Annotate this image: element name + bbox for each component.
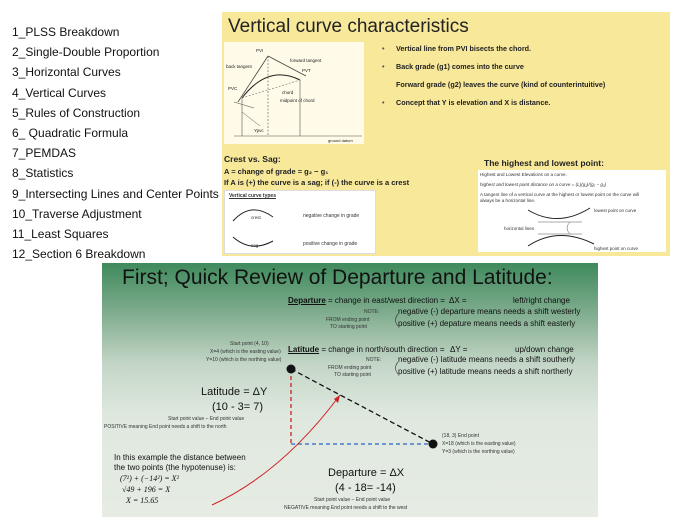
crest-label: crest	[251, 215, 261, 220]
ypvc-label: Ypvc	[254, 128, 264, 133]
list-item: 2_Single-Double Proportion	[12, 45, 160, 60]
departure-word: Departure	[288, 296, 326, 305]
latitude-direction: up/down change	[515, 345, 574, 354]
hl-line: always be a horizontal line.	[480, 198, 536, 203]
equation-2: √49 + 196 = X	[122, 485, 171, 494]
end-point-marker	[429, 440, 438, 449]
crest-sag-heading: Crest vs. Sag:	[224, 154, 281, 164]
latitude-calc: (10 - 3= 7)	[212, 401, 264, 413]
slide-title: Vertical curve characteristics	[228, 16, 469, 37]
high-low-box	[478, 170, 666, 252]
from-ending-label: FROM ending point	[328, 365, 372, 371]
sag-desc: positive change in grade	[303, 241, 358, 247]
departure-negative-note: negative (-) departure means needs a shift westerly	[398, 307, 581, 316]
departure-direction: left/right change	[513, 296, 570, 305]
latitude-symbol: ΔY =	[450, 345, 468, 354]
vertical-curve-slide	[222, 12, 670, 256]
sag-label: sag	[251, 243, 259, 248]
note-label: NOTE:	[366, 357, 382, 363]
start-point-label: Start point (4, 10)	[230, 341, 269, 347]
hl-line: A tangent line of a vertical curve at the highest or lowest point on the curve will	[480, 192, 640, 197]
latitude-positive-note: positive (+) latitude means needs a shift northerly	[398, 367, 573, 376]
latitude-word: Latitude	[288, 345, 320, 354]
list-item: 9_Intersecting Lines and Center Points	[12, 186, 219, 201]
latitude-note-2: POSITIVE meaning End point needs a shift to the north	[104, 424, 227, 430]
to-starting-label: TO starting point	[330, 324, 367, 330]
chord-label: chord	[282, 90, 294, 95]
equation-1: (7²) + (−14²) = X²	[120, 474, 179, 483]
end-point-label: (18, 3) End point	[442, 433, 479, 439]
curve-types-box	[224, 190, 376, 254]
latitude-def-text: = change in north/south direction =	[319, 345, 445, 354]
curve-types-title: Vertical curve types	[229, 193, 276, 199]
start-y-label: Y=10 (which is the northing value)	[206, 357, 282, 363]
fact-item: Forward grade (g2) leaves the curve (kind of counterintuitive)	[396, 80, 606, 89]
departure-positive-note: positive (+) depature means needs a shift easterly	[398, 319, 576, 328]
latitude-negative-note: negative (-) latitude means needs a shift southerly	[398, 355, 575, 364]
high-low-sketch	[478, 202, 666, 252]
fact-item: • Vertical line from PVI bisects the chord.	[382, 44, 667, 54]
list-item: 10_Traverse Adjustment	[12, 206, 142, 221]
list-item: 3_Horizontal Curves	[12, 65, 121, 80]
highest-label: highest point on curve	[594, 246, 639, 251]
hl-line: Highest and Lowest Elevations on a curve.	[480, 172, 567, 177]
horizontal-label: horizontal lines	[504, 226, 535, 231]
high-low-heading: The highest and lowest point:	[484, 158, 604, 168]
pvi-label: PVI	[256, 48, 264, 53]
departure-def-text: = change in east/west direction =	[325, 296, 445, 305]
end-x-label: X=18 (which is the easting value)	[442, 441, 516, 447]
to-starting-label: TO starting point	[334, 372, 371, 378]
forward-tangent-label: forward tangent	[290, 58, 322, 63]
back-tangent-label: back tangent	[226, 64, 252, 69]
list-item: 12_Section 6 Breakdown	[12, 247, 146, 262]
departure-note-1: Start point value – End point value	[314, 497, 391, 503]
departure-latitude-slide	[102, 263, 598, 517]
hypotenuse-line	[291, 369, 433, 444]
pvc-label: PVC	[228, 86, 238, 91]
lowest-label: lowest point on curve	[594, 208, 637, 213]
departure-label: Departure = ΔX	[328, 467, 405, 479]
note-label: NOTE:	[364, 309, 380, 315]
grade-change-formula: A = change of grade = g₂ − g₁	[224, 167, 329, 176]
topic-list	[12, 22, 217, 264]
list-item: 6_ Quadratic Formula	[12, 126, 129, 141]
start-x-label: X=4 (which is the easting value)	[210, 349, 281, 355]
fact-item: • Concept that Y is elevation and X is distance.	[382, 98, 667, 108]
list-item: 1_PLSS Breakdown	[12, 25, 120, 39]
crest-sag-rule: If A is (+) the curve is a sag; if (-) the curve is a crest	[224, 178, 410, 187]
from-ending-label: FROM ending point	[326, 317, 370, 323]
departure-calc: (4 - 18= -14)	[335, 482, 396, 494]
end-y-label: Y=3 (which is the northing value)	[442, 449, 515, 455]
crest-desc: negative change in grade	[303, 213, 360, 219]
list-item: 11_Least Squares	[12, 227, 109, 242]
latitude-label: Latitude = ΔY	[201, 386, 268, 398]
curve-diagram-svg	[224, 42, 364, 144]
list-item: 7_PEMDAS	[12, 146, 77, 161]
slide-title: First; Quick Review of Departure and Latitude:	[122, 266, 553, 289]
latitude-note-1: Start point value – End point value	[168, 416, 245, 422]
vertical-curve-diagram	[224, 42, 364, 144]
curve-facts	[382, 44, 667, 116]
hl-line: highest and lowest point distance on a curve = (L)(g₁)/(g₁ − g₂)	[480, 182, 607, 187]
list-item: 8_Statistics	[12, 166, 74, 181]
list-item: 5_Rules of Construction	[12, 105, 141, 120]
hypotenuse-text-1: In this example the distance between	[114, 453, 246, 462]
list-item: 4_Vertical Curves	[12, 85, 107, 100]
fact-item: • Back grade (g1) comes into the curve	[382, 62, 667, 72]
start-point-marker	[287, 365, 296, 374]
ground-label: ground datum	[328, 138, 353, 143]
equation-3: X = 15.65	[126, 496, 159, 505]
hypotenuse-text-2: the two points (the hypotenuse) is:	[114, 463, 236, 472]
midpoint-label: midpoint of chord	[280, 98, 315, 103]
curve-types-sketch	[229, 195, 289, 255]
pvt-label: PVT	[302, 68, 311, 73]
departure-note-2: NEGATIVE meaning End point needs a shift to the west	[284, 505, 408, 511]
departure-symbol: ΔX =	[449, 296, 467, 305]
